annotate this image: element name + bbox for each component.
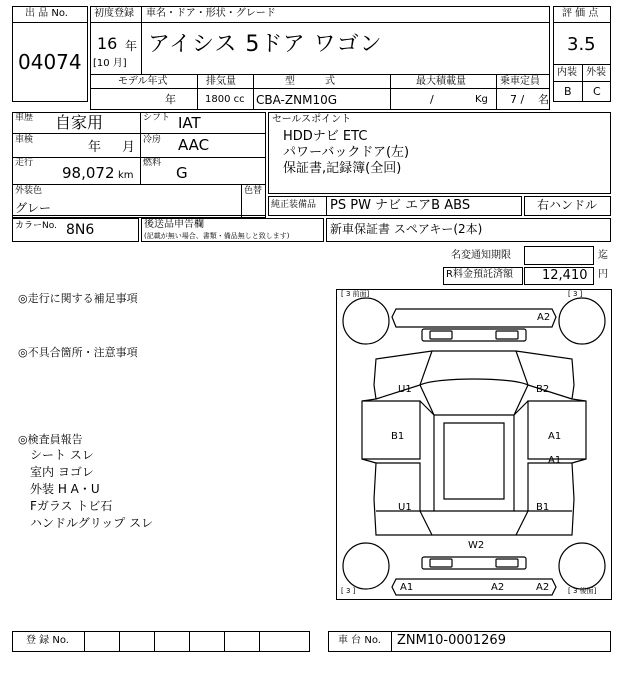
registration-year: 16 [97, 34, 118, 53]
driving-notes-label: ◎走行に関する補足事項 [18, 292, 138, 305]
recycle-fee-value: 12,410 [542, 268, 588, 283]
damage-mark: A2 [491, 582, 505, 593]
displacement-value: 1800 cc [205, 94, 245, 105]
diagram-corner-label: [ 3 後面] [568, 587, 597, 595]
registration-year-unit: 年 [125, 39, 138, 53]
damage-mark: B2 [536, 384, 550, 395]
car-name-label: 車名・ドア・形状・グレード [146, 8, 276, 19]
history-value: 自家用 [55, 113, 104, 132]
ac-value: AAC [178, 136, 210, 154]
sales-point-line: パワーバックドア(左) [283, 145, 410, 160]
inspection-label: 車検 [15, 135, 34, 145]
sales-point-line: 保証書,記録簿(全回) [283, 161, 402, 176]
capacity-label: 乗車定員 [500, 76, 540, 87]
diagram-corner-label: [ 3 ] [568, 290, 583, 298]
car-name: アイシス 5ドア ワゴン [148, 32, 383, 57]
capacity-value: 7 / [510, 93, 525, 106]
warranty-value: 新車保証書 スペアキー(2本) [330, 222, 483, 236]
damage-mark: B1 [536, 502, 550, 513]
exterior-color-label: 外装色 [15, 186, 43, 196]
damage-mark: B1 [391, 431, 405, 442]
model-type-value: CBA-ZNM10G [256, 93, 338, 107]
exterior-color-value: グレー [15, 201, 52, 215]
damage-mark: A2 [537, 312, 551, 323]
inspection-month: 月 [122, 140, 136, 155]
max-load-label: 最大積載量 [416, 76, 466, 87]
fuel-value: G [176, 164, 188, 182]
recycle-fee-unit: 円 [598, 269, 608, 280]
accessories-label: 純正装備品 [271, 200, 317, 210]
chassis-number-label: 車 台 No. [338, 635, 381, 646]
registration-month: [10 月] [93, 58, 127, 69]
damage-mark: A2 [536, 582, 550, 593]
score-value: 3.5 [567, 34, 596, 55]
ac-label: 冷房 [143, 135, 162, 145]
accessories-value: PS PW ナビ エアB ABS [330, 198, 471, 213]
inspection-year: 年 [88, 140, 102, 155]
damage-mark: U1 [398, 384, 412, 395]
exterior-grade: C [593, 85, 601, 98]
name-change-unit: 迄 [598, 250, 608, 261]
exterior-label: 外装 [586, 67, 606, 78]
mileage-value: 98,072 [62, 164, 115, 182]
mileage-unit: km [118, 170, 134, 181]
model-year-unit: 年 [165, 93, 176, 106]
first-registration-label: 初度登録 [94, 8, 134, 19]
defects-label: ◎不具合箇所・注意事項 [18, 346, 138, 359]
interior-grade: B [564, 85, 572, 98]
color-number-value: 8N6 [66, 222, 95, 238]
capacity-unit: 名 [538, 93, 549, 106]
shift-label: シフト [143, 113, 171, 123]
damage-mark: U1 [398, 502, 412, 513]
displacement-label: 排気量 [206, 76, 236, 87]
inspector-line: 室内 ヨゴレ [30, 465, 94, 479]
inspector-line: シート スレ [30, 448, 94, 462]
damage-mark: W2 [468, 540, 485, 551]
max-load-value: / [430, 93, 434, 106]
damage-mark: A1 [548, 455, 562, 466]
inspector-line: 外装 H A・U [30, 482, 100, 496]
inspector-line: Fガラス トビ石 [30, 499, 113, 513]
inspector-report-label: ◎検査員報告 [18, 433, 83, 446]
color-number-label: カラーNo. [15, 221, 57, 231]
damage-mark: A1 [548, 431, 562, 442]
shift-value: IAT [178, 114, 201, 132]
diagram-corner-label: [ 3 前面] [341, 290, 370, 298]
inspector-line: ハンドルグリップ スレ [30, 516, 154, 530]
sales-point-line: HDDナビ ETC [283, 129, 368, 144]
lot-number: 04074 [18, 50, 82, 74]
recycle-fee-label: R料金預託済額 [446, 269, 513, 280]
history-label: 車歴 [15, 113, 34, 123]
name-change-field [524, 246, 594, 265]
damage-mark: A1 [400, 582, 414, 593]
later-items-label: 後送品申告欄 [144, 219, 204, 230]
chassis-number-value: ZNM10-0001269 [397, 633, 506, 648]
registration-number-label: 登 録 No. [26, 635, 69, 646]
lot-number-label: 出 品 No. [25, 8, 68, 19]
car-damage-diagram [336, 289, 612, 600]
repaint-label: 色替 [244, 186, 263, 196]
model-year-label: モデル年式 [118, 76, 168, 87]
type-label: 型 式 [285, 76, 335, 87]
steering-value: 右ハンドル [537, 198, 598, 212]
sales-points-label: セールスポイント [272, 114, 352, 125]
mileage-label: 走行 [15, 158, 34, 168]
diagram-corner-label: [ 3 ] [341, 587, 356, 595]
name-change-label: 名変通知期限 [451, 250, 511, 261]
fuel-label: 燃料 [143, 158, 162, 168]
max-load-unit: Kg [475, 94, 488, 105]
interior-label: 内装 [557, 67, 577, 78]
later-items-note: (記載が無い場合、書類・備品無しと致します) [144, 232, 290, 240]
score-label: 評 価 点 [562, 8, 599, 19]
